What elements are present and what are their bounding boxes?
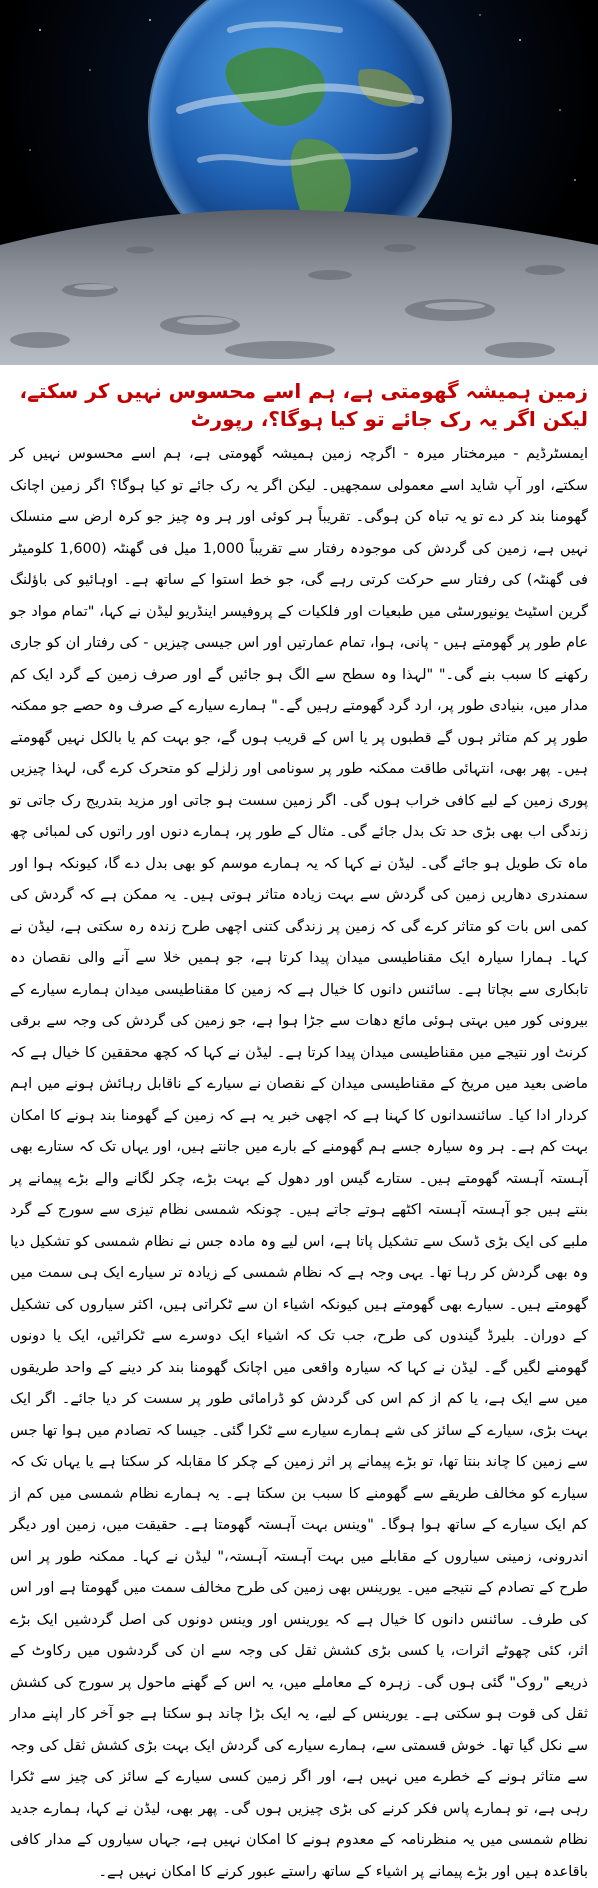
article-headline: زمین ہمیشہ گھومتی ہے، ہم اسے محسوس نہیں کر سکتے، لیکن اگر یہ رک جائے تو کیا ہوگا؟، رپورٹ: [19, 379, 588, 431]
article-text: ایمسٹرڈیم - میرمختار میرہ - اگرچہ زمین ہمیشہ گھومتی ہے، ہم اسے محسوس نہیں کر سکتے، اور آپ شاید اسے معمولی سمجھیں۔ لیکن اگر یہ رک جائے تو کیا ہوگا؟ اگر زمین اچانک گھومنا بند کر دے تو یہ تباہ کن ہوگی۔ تقریباً ہر کوئی اور ہر وہ چیز جو کرہ ارض سے منسلک نہیں ہے، زمین کی گردش کی موجودہ رفتار سے تقریباً 1,000 میل فی گھنٹہ (1,600 کلومیٹر فی گھنٹہ) کی رفتار سے حرکت کرتی رہے گی، جو خط استوا کے ساتھ ہے۔ اوہائیو کی باؤلنگ گرین اسٹیٹ یونیورسٹی میں طبعیات اور فلکیات کے پروفیسر اینڈریو لیڈن نے کہا، "تمام مواد جو عام طور پر گھومتے ہیں - پانی، ہوا، تمام عمارتیں اور اس جیسی چیزیں - کی رفتار ان کو جاری رکھنے کا سبب بنے گی۔" "لہذا وہ سطح سے الگ ہو جائیں گے اور صرف زمین کے گرد ایک کم مدار میں، بنیادی طور پر، ارد گرد گھومتے رہیں گے۔" ہمارے سیارے کے صرف وہ حصے جو ممکنہ طور پر کم متاثر ہوں گے قطبوں پر یا اس کے قریب ہوں گے، جو بہت کم یا بالکل نہیں گھومتے ہیں۔ پھر بھی، انتہائی طاقت ممکنہ طور پر سونامی اور زلزلے کو متحرک کرے گی، لہذا چیزیں پوری زمین کے لیے کافی خراب ہوں گی۔ اگر زمین سست ہو جاتی اور مزید بتدریج رک جاتی تو زندگی اب بھی بڑی حد تک بدل جائے گی۔ مثال کے طور پر، ہمارے دنوں اور راتوں کی لمبائی چھ ماہ تک طویل ہو جائے گی۔ لیڈن نے کہا کہ یہ ہمارے موسم کو بھی بدل دے گا، کیونکہ ہوا اور سمندری دھاریں زمین کی گردش سے بہت زیادہ متاثر ہوتی ہیں۔ یہ ممکن ہے کہ گردش کی کمی اس بات کو متاثر کرے گی کہ زمین پر زندگی کتنی اچھی طرح زندہ رہ سکتی ہے، لیڈن نے کہا۔ ہمارا سیارہ ایک مقناطیسی میدان پیدا کرتا ہے، جو ہمیں خلا سے آنے والی نقصان دہ تابکاری سے بچاتا ہے۔ سائنس دانوں کا خیال ہے کہ زمین کا مقناطیسی میدان ہمارے سیارے کے بیرونی کور میں بہتی ہوئی مائع دھات سے جڑا ہوا ہے، جو زمین کی گردش کی وجہ سے برقی کرنٹ اور نتیجے میں مقناطیسی میدان پیدا کرتا ہے۔ لیڈن نے کہا کہ کچھ محققین کا خیال ہے کہ ماضی بعید میں مریخ کے مقناطیسی میدان کے نقصان نے سیارے کے ناقابل رہائش ہونے میں اہم کردار ادا کیا۔ سائنسدانوں کا کہنا ہے کہ اچھی خبر یہ ہے کہ زمین کے گھومنا بند ہونے کا امکان بہت کم ہے۔ ہر وہ سیارہ جسے ہم گھومنے کے بارے میں جانتے ہیں، اور یہاں تک کہ ستارے بھی آہستہ آہستہ گھومتے ہیں۔ ستارے گیس اور دھول کے بہت بڑے، چکر لگانے والے بڑے پیمانے پر بنتے ہیں جو آہستہ آہستہ اکٹھے ہوتے جاتے ہیں۔ چونکہ شمسی نظام تیزی سے سورج کے گرد ملبے کی ایک بڑی ڈسک سے تشکیل پاتا ہے، اس لیے وہ مادہ جس نے نظام شمسی کو تشکیل دیا وہ بھی گردش کر رہا تھا۔ یہی وجہ ہے کہ نظام شمسی کے زیادہ تر سیارے ایک ہی سمت میں گھومتے ہیں۔ سیارے بھی گھومتے ہیں کیونکہ اشیاء ان سے ٹکراتی ہیں، اکثر سیاروں کی تشکیل کے دوران۔ بلیرڈ گیندوں کی طرح، جب تک کہ اشیاء ایک دوسرے سے ٹکرائیں، ایک یا دونوں گھومنے لگیں گے۔ لیڈن نے کہا کہ سیارہ واقعی میں اچانک گھومنا بند کر دینے کے واحد طریقوں میں سے ایک ہے، یا کم از کم اس کی گردش کو ڈرامائی طور پر سست کر دیا جائے۔ اگر ایک بہت بڑی، سیارے کے سائز کی شے ہمارے سیارے سے ٹکرا گئی۔ جیسا کہ تصادم میں ہوا تھا جس سے زمین کا چاند بنتا تھا، تو بڑے پیمانے پر اثر زمین کے چکر کا مقابلہ کر سکتا ہے یا یہاں تک کہ سیارے کو مخالف طریقے سے گھومنے کا سبب بن سکتا ہے۔ یہ ہمارے نظام شمسی میں کم از کم ایک سیارے کے ساتھ ہوا ہوگا۔ "وینس بہت آہستہ گھومتا ہے۔ حقیقت میں، زمین اور دیگر اندرونی، زمینی سیاروں کے مقابلے میں بہت آہستہ آہستہ،" لیڈن نے کہا۔ ممکنہ طور پر اس طرح کے تصادم کے نتیجے میں۔ یورینس بھی زمین کی طرح مخالف سمت میں گھومتا ہے اور اس کی طرف۔ سائنس دانوں کا خیال ہے کہ یورینس اور وینس دونوں کی اصل گردشیں ایک بڑے اثر، کئی چھوٹے اثرات، یا کسی بڑی کشش ثقل کی وجہ سے ان کی گردشوں میں رکاوٹ کے ذریعے "روک" گئی ہوں گی۔ زہرہ کے معاملے میں، یہ اس کے گھنے ماحول پر سورج کی کشش ثقل کی قوت ہو سکتی ہے۔ یورینس کے لیے، یہ ایک بڑا چاند ہو سکتا ہے جو آخر کار اپنے مدار سے نکل گیا تھا۔ خوش قسمتی سے، ہمارے سیارے کی گردش ایک بہت بڑی کشش ثقل کی وجہ سے متاثر ہونے کے خطرے میں نہیں ہے، اور اگر زمین کسی سیارے کے سائز کی چیز سے ٹکرا رہی ہے، تو ہمارے پاس فکر کرنے کی بڑی چیزیں ہوں گی۔ پھر بھی، لیڈن نے کہا، ہمارے جدید نظام شمسی میں یہ منظرنامہ کے معدوم ہونے کا امکان نہیں ہے، جہاں سیاروں کے مدار کافی باقاعدہ ہیں اور بڑے پیمانے پر اشیاء کے ساتھ راستے عبور کرنے کا امکان نہیں ہے۔: [10, 446, 588, 1880]
article-body: [10, 439, 588, 1888]
hero-image: [0, 0, 598, 365]
earth-over-moon-image: [0, 0, 598, 365]
moon-surface: [0, 210, 598, 365]
